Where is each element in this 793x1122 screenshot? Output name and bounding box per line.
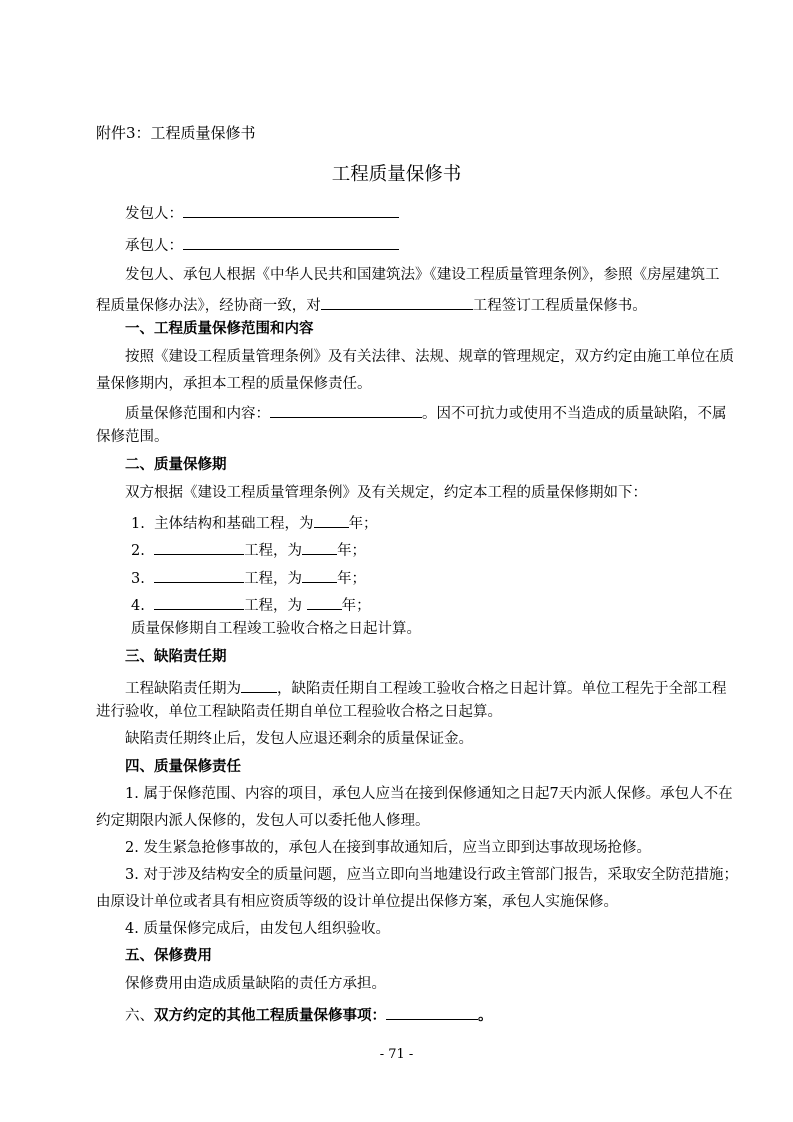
period-item-4-post: 年；	[341, 598, 371, 614]
other-matters-blank[interactable]	[386, 1005, 478, 1020]
period-item-1-num: 1.	[131, 516, 145, 532]
section-2-heading: 二、质量保修期	[125, 456, 227, 473]
period-item-3-name-blank[interactable]	[154, 568, 244, 583]
intro-line-1: 发包人、承包人根据《中华人民共和国建筑法》《建设工程质量管理条例》，参照《房屋建筑工	[125, 267, 720, 283]
section-4-heading: 四、质量保修责任	[125, 758, 241, 775]
section-1-p1-line2: 量保修期内，承担本工程的质量保修责任。	[96, 376, 372, 392]
section-1-p2-line2: 保修范围。	[96, 429, 169, 445]
section-4-item-3-line2: 由原设计单位或者具有相应资质等级的设计单位提出保修方案，承包人实施保修。	[96, 894, 618, 910]
period-item-4-name-blank[interactable]	[154, 595, 244, 610]
period-item-2	[131, 540, 366, 559]
section-3-p1-line2: 进行验收，单位工程缺陷责任期自单位工程验收合格之日起算。	[96, 704, 502, 720]
section-1-heading: 一、工程质量保修范围和内容	[125, 320, 314, 337]
period-item-4	[131, 595, 371, 614]
period-item-3-years-blank[interactable]	[302, 568, 337, 583]
section-4-item-1-line2: 约定期限内派人保修的，发包人可以委托他人修理。	[96, 813, 430, 829]
defect-period-label: 工程缺陷责任期为	[125, 681, 241, 697]
intro-line-2-post: 工程签订工程质量保修书。	[472, 298, 647, 314]
contractor-blank[interactable]	[183, 235, 399, 250]
section-2-p1: 双方根据《建设工程质量管理条例》及有关规定，约定本工程的质量保修期如下：	[125, 485, 647, 501]
period-item-1-pre: 主体结构和基础工程，为	[154, 516, 314, 532]
period-item-1	[131, 513, 378, 532]
period-item-4-years-blank[interactable]	[307, 595, 342, 610]
period-item-3-num: 3.	[131, 571, 145, 587]
employer-line	[125, 203, 399, 222]
section-4-item-3-line1: 3. 对于涉及结构安全的质量问题，应当立即向当地建设行政主管部门报告，采取安全防范措施；	[125, 867, 738, 883]
period-item-3	[131, 568, 366, 587]
defect-period-blank[interactable]	[241, 678, 277, 693]
employer-label: 发包人：	[125, 206, 183, 222]
period-item-4-mid: 工程，为	[244, 598, 307, 614]
scope-blank[interactable]	[270, 403, 422, 418]
section-6-end: 。	[478, 1007, 493, 1024]
scope-label: 质量保修范围和内容：	[125, 406, 270, 422]
period-item-2-post: 年；	[337, 543, 367, 559]
intro-line-2	[96, 295, 647, 314]
section-3-p2: 缺陷责任期终止后，发包人应退还剩余的质量保证金。	[125, 731, 473, 747]
defect-period-post: ，缺陷责任期自工程竣工验收合格之日起计算。单位工程先于全部工程	[277, 681, 727, 697]
period-item-2-years-blank[interactable]	[302, 540, 337, 555]
period-item-1-years-blank[interactable]	[314, 513, 349, 528]
contractor-line	[125, 235, 399, 254]
attachment-label: 附件3：工程质量保修书	[96, 124, 256, 142]
project-name-blank[interactable]	[321, 295, 473, 310]
employer-blank[interactable]	[183, 203, 399, 218]
period-item-2-name-blank[interactable]	[154, 540, 244, 555]
section-6-line	[125, 1005, 493, 1024]
section-1-p1-line1: 按照《建设工程质量管理条例》及有关法律、法规、规章的管理规定，双方约定由施工单位在质	[125, 349, 734, 365]
section-4-item-1-line1: 1. 属于保修范围、内容的项目，承包人应当在接到保修通知之日起7天内派人保修。承包人不在	[125, 786, 733, 802]
period-item-1-post: 年；	[348, 516, 378, 532]
section-3-p1	[125, 678, 727, 697]
section-1-p2	[125, 403, 727, 422]
page-number: - 71 -	[379, 1047, 414, 1062]
section-4-item-4: 4. 质量保修完成后，由发包人组织验收。	[125, 921, 390, 937]
section-5-heading: 五、保修费用	[125, 947, 212, 964]
section-6-heading: 双方约定的其他工程质量保修事项：	[154, 1007, 386, 1024]
section-5-p1: 保修费用由造成质量缺陷的责任方承担。	[125, 976, 386, 992]
contractor-label: 承包人：	[125, 238, 183, 254]
period-item-2-num: 2.	[131, 543, 145, 559]
period-item-4-num: 4.	[131, 598, 145, 614]
section-2-p2: 质量保修期自工程竣工验收合格之日起计算。	[131, 621, 421, 637]
section-3-heading: 三、缺陷责任期	[125, 648, 227, 665]
period-item-3-post: 年；	[337, 571, 367, 587]
period-item-3-mid: 工程，为	[244, 571, 303, 587]
section-4-item-2: 2. 发生紧急抢修事故的，承包人在接到事故通知后，应当立即到达事故现场抢修。	[125, 840, 651, 856]
document-title: 工程质量保修书	[331, 164, 462, 185]
section-6-num: 六、	[125, 1008, 154, 1024]
intro-line-2-pre: 程质量保修办法》，经协商一致，对	[96, 298, 321, 314]
period-item-2-mid: 工程，为	[244, 543, 303, 559]
scope-post: 。因不可抗力或使用不当造成的质量缺陷，不属	[422, 406, 727, 422]
